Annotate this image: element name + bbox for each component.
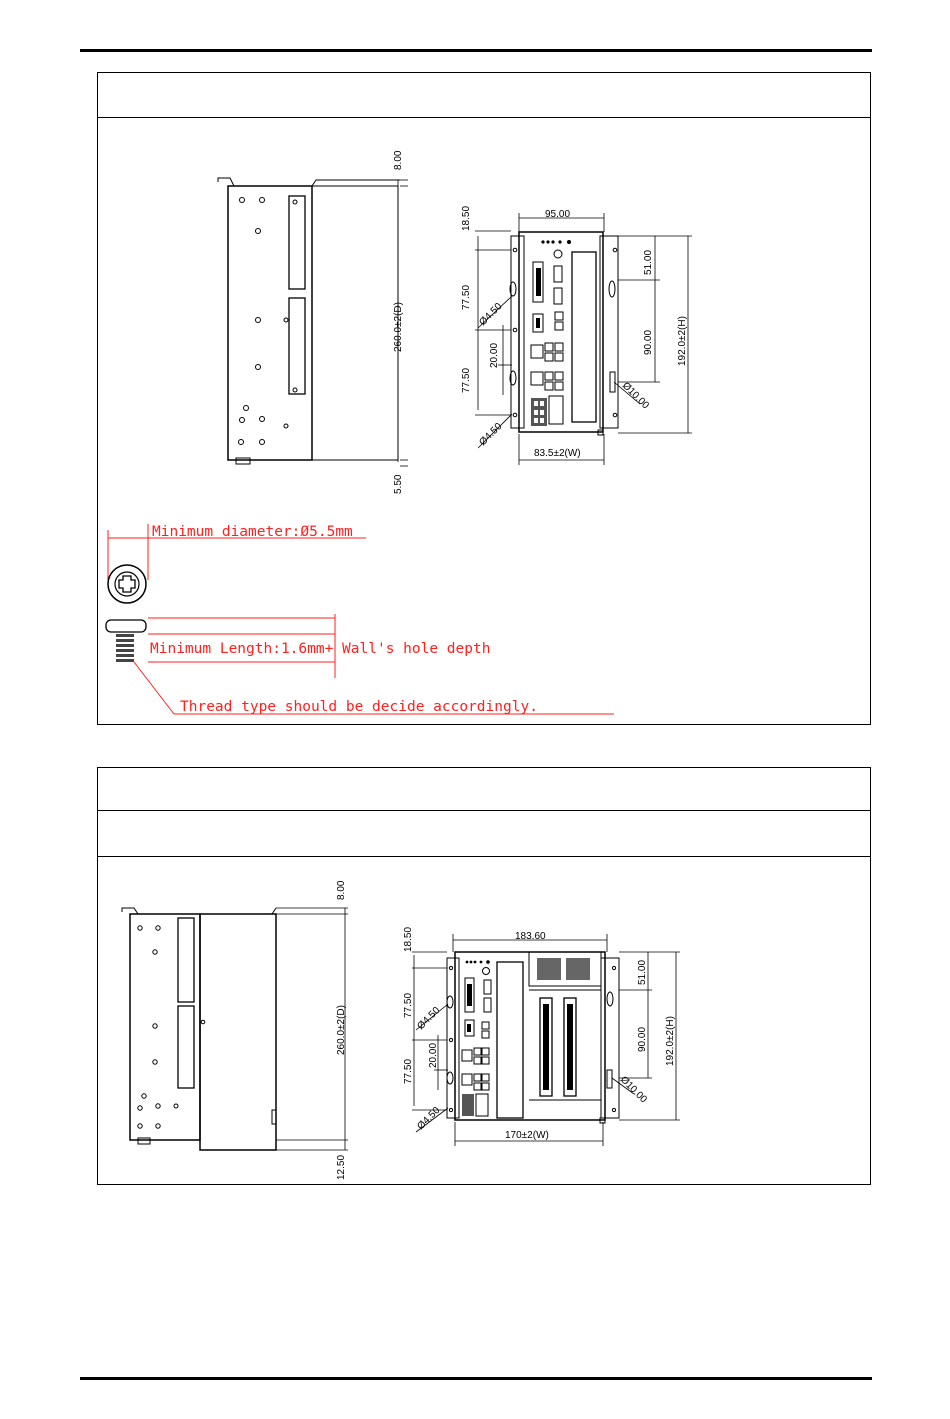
- dim-depth: 260.0±2(D): [393, 302, 404, 352]
- dim-bottom-overhang: 5.50: [393, 474, 404, 494]
- dim-width-top-2: 183.60: [515, 931, 546, 942]
- dim-top-offset-2: 18.50: [403, 926, 414, 952]
- note-thread-type: Thread type should be decide accordingly.: [180, 699, 538, 715]
- dim-right-mid-2: 90.00: [637, 1026, 648, 1052]
- dim-width: 83.5±2(W): [534, 448, 581, 459]
- dim-width-top: 95.00: [545, 209, 571, 220]
- dim-left-mid: 20.00: [489, 342, 500, 368]
- dim-height-2: 192.0±2(H): [665, 1016, 676, 1066]
- dim-right-top-2: 51.00: [637, 959, 648, 985]
- note-min-diameter: Minimum diameter:Ø5.5mm: [152, 524, 353, 540]
- dim-hole-upper-2: Ø4.50: [415, 1005, 443, 1033]
- dim-top-overhang-2: 8.00: [336, 880, 347, 900]
- dim-left-mid-2: 20.00: [428, 1042, 439, 1068]
- dim-top-offset: 18.50: [461, 205, 472, 231]
- dim-right-top: 51.00: [643, 249, 654, 275]
- dim-width-2: 170±2(W): [505, 1130, 549, 1141]
- front-view-2: [403, 927, 680, 1146]
- dim-left-upper: 77.50: [461, 284, 472, 310]
- dim-slot: Ø10.00: [619, 380, 651, 412]
- dim-left-lower-2: 77.50: [403, 1058, 414, 1084]
- side-view-2: [122, 880, 348, 1180]
- dim-top-overhang: 8.00: [393, 150, 404, 170]
- dim-slot-2: Ø10.00: [617, 1074, 649, 1106]
- dim-left-upper-2: 77.50: [403, 992, 414, 1018]
- dim-depth-2: 260.0±2(D): [336, 1005, 347, 1055]
- dim-hole-lower-2: Ø4.50: [415, 1105, 443, 1133]
- dim-hole-lower: Ø4.50: [477, 421, 505, 449]
- dim-hole-upper: Ø4.50: [477, 301, 505, 329]
- dim-left-lower: 77.50: [461, 367, 472, 393]
- note-min-length: Minimum Length:1.6mm+ Wall's hole depth: [150, 641, 491, 657]
- dim-right-mid: 90.00: [643, 329, 654, 355]
- dim-height: 192.0±2(H): [677, 316, 688, 366]
- dim-bottom-overhang-2: 12.50: [336, 1154, 347, 1180]
